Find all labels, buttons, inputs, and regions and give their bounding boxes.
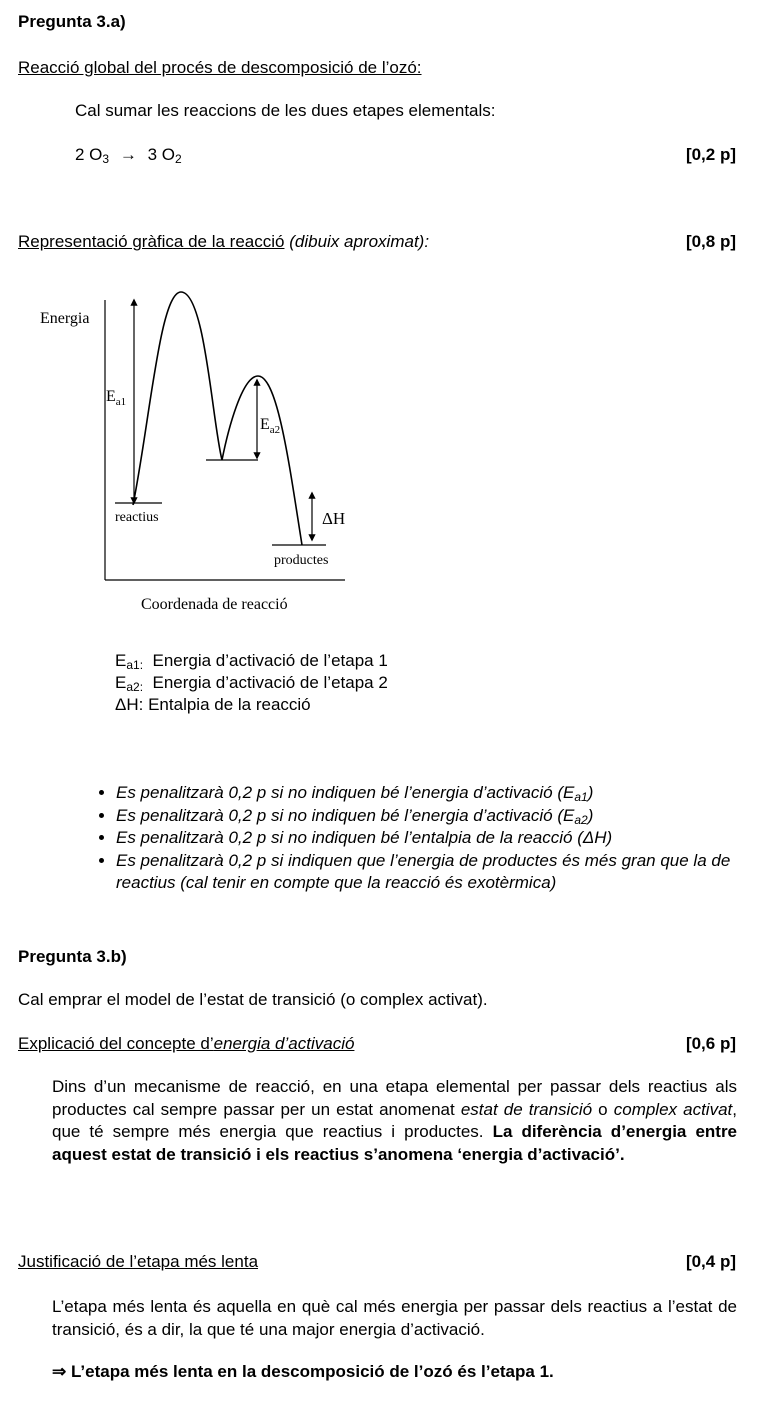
equation-arrow: → [119,145,137,164]
enthalpy-label: ΔH [322,509,346,528]
y-axis-label: Energia [40,310,90,327]
question-3b-heading: Pregunta 3.b) [18,947,127,966]
concept-points: [0,6 p] [685,1034,736,1053]
penalty-item: • Es penalitzarà 0,2 p si no indiquen bé l’energia d’activació $(E_{a2})$ [116,805,756,828]
diagram-legend [115,650,388,716]
global-reaction-points: [0,2 p] [685,145,736,164]
slow-step-conclusion: ⇒ L’etapa més lenta en la descomposició de l’ozó és l’etapa 1. [52,1362,554,1381]
penalty-item: • Es penalitzarà 0,2 p si no indiquen bé l’entalpia de la reacció (ΔH) [116,827,756,850]
graph-points: [0,8 p] [685,232,736,251]
global-reaction-intro: Cal sumar les reaccions de les dues etapes elementals: [75,101,496,120]
implies-arrow: ⇒ [52,1362,67,1381]
equation-reactant: 2 O [75,145,103,164]
ea1-label: $E_{a1}$ [106,388,127,408]
energy-diagram [0,270,400,620]
reactants-label: reactius [115,510,159,525]
x-axis-label: Coordenada de reacció [141,596,288,613]
graph-title: Representació gràfica de la reacció [18,232,285,251]
legend-item: $E_{a2:}$ Energia d’activació de l’etapa 2 [115,673,388,694]
slow-step-points: [0,4 p] [685,1252,736,1271]
legend-item: ΔH: Entalpia de la reacció [115,695,311,714]
global-equation [75,145,182,165]
question-3b-intro: Cal emprar el model de l’estat de transició (o complex activat). [18,990,488,1009]
global-reaction-title: Reacció global del procés de descomposició de l’ozó: [18,58,422,77]
concept-paragraph: Dins d’un mecanisme de reacció, en una etapa elemental per passar dels reactius als productes cal sempre passar per un estat anomenat estat de transició o complex activat, que té sempre més energia que reactius i productes. La diferència d’energia entre aquest estat de transició i els reactius s’anomena ‘energia d’activació’. [52,1077,738,1164]
question-3a-heading: Pregunta 3.a) [18,12,126,31]
equation-product: 3 O [147,145,175,164]
products-label: productes [274,553,329,568]
penalty-item: • Es penalitzarà 0,2 p si indiquen que l’energia de productes és més gran que la de reactius (cal tenir en compte que la reacció és exotèrmica) [116,850,756,895]
equation-reactant-subscript: 3 [102,152,110,166]
graph-title-note: (dibuix aproximat): [289,232,430,251]
slow-step-paragraph: L’etapa més lenta és aquella en què cal més energia per passar dels reactius a l’estat de transició, és a dir, la que té una major energia d’activació. [52,1297,737,1339]
energy-profile-curve [133,292,302,545]
slow-step-title: Justificació de l’etapa més lenta [18,1252,259,1271]
penalty-list [88,782,756,895]
equation-product-subscript: 2 [174,152,182,166]
graph-section-title [18,232,429,252]
concept-section-title: Explicació del concepte d’energia d’activació [18,1034,355,1053]
legend-item: $E_{a1:}$ Energia d’activació de l’etapa 1 [115,651,388,672]
ea2-label: $E_{a2}$ [260,416,281,436]
penalty-item: • Es penalitzarà 0,2 p si no indiquen bé l’energia d’activació $(E_{a1})$ [116,782,756,805]
